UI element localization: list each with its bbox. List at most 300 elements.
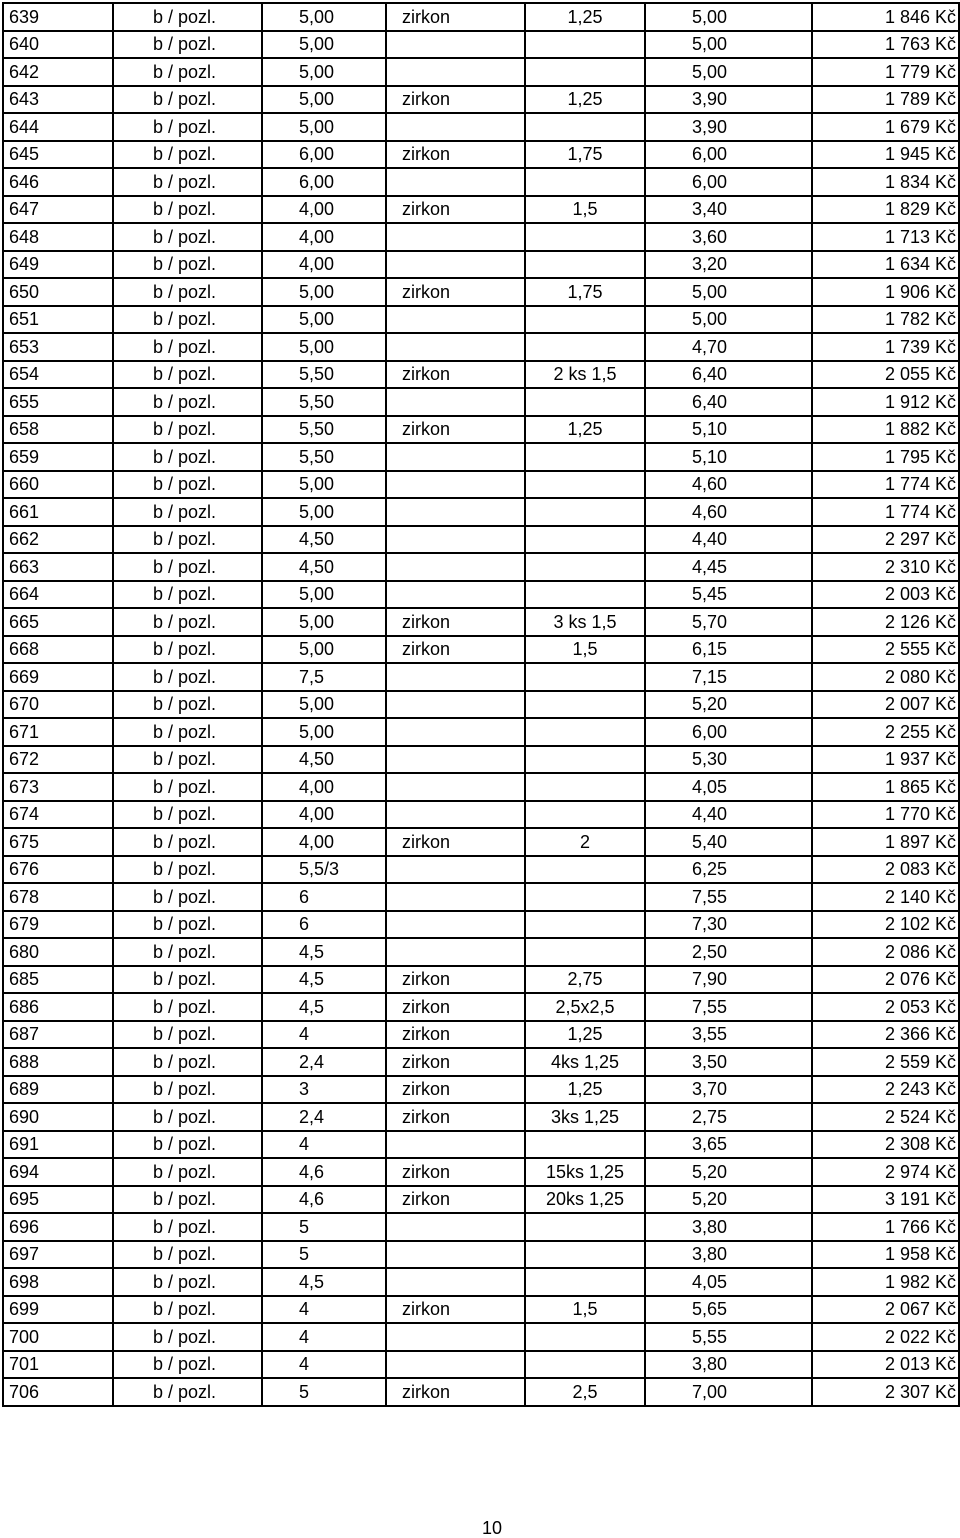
stone-cell	[386, 333, 525, 361]
width-cell: 5,00	[262, 498, 386, 526]
table-row	[3, 1048, 959, 1076]
table-row	[3, 966, 959, 994]
stone-size-cell	[525, 58, 645, 86]
item-number-cell: 671	[3, 718, 113, 746]
material-cell: b / pozl.	[113, 718, 262, 746]
ring-size-cell: 5,20	[645, 691, 812, 719]
ring-size-cell: 5,00	[645, 306, 812, 334]
stone-size-cell	[525, 333, 645, 361]
item-number-cell: 698	[3, 1268, 113, 1296]
stone-cell: zirkon	[386, 361, 525, 389]
table-row	[3, 58, 959, 86]
material-cell: b / pozl.	[113, 333, 262, 361]
stone-size-cell	[525, 911, 645, 939]
price-cell: 1 739 Kč	[812, 333, 959, 361]
stone-size-cell	[525, 388, 645, 416]
table-row	[3, 141, 959, 169]
width-cell: 6	[262, 911, 386, 939]
table-row	[3, 993, 959, 1021]
width-cell: 5,50	[262, 443, 386, 471]
table-row	[3, 1103, 959, 1131]
width-cell: 5,00	[262, 278, 386, 306]
stone-size-cell: 1,25	[525, 1021, 645, 1049]
item-number-cell: 659	[3, 443, 113, 471]
material-cell: b / pozl.	[113, 1296, 262, 1324]
width-cell: 5,00	[262, 31, 386, 59]
stone-cell	[386, 1241, 525, 1269]
width-cell: 5,5/3	[262, 856, 386, 884]
price-cell: 2 086 Kč	[812, 938, 959, 966]
material-cell: b / pozl.	[113, 251, 262, 279]
stone-size-cell	[525, 773, 645, 801]
ring-size-cell: 5,00	[645, 3, 812, 31]
stone-cell	[386, 911, 525, 939]
price-cell: 2 013 Kč	[812, 1351, 959, 1379]
table-row	[3, 416, 959, 444]
stone-cell: zirkon	[386, 416, 525, 444]
ring-size-cell: 4,70	[645, 333, 812, 361]
item-number-cell: 680	[3, 938, 113, 966]
stone-size-cell	[525, 883, 645, 911]
ring-size-cell: 5,30	[645, 746, 812, 774]
width-cell: 4,00	[262, 828, 386, 856]
stone-size-cell	[525, 1268, 645, 1296]
price-cell: 2 126 Kč	[812, 608, 959, 636]
item-number-cell: 678	[3, 883, 113, 911]
width-cell: 5,50	[262, 416, 386, 444]
stone-size-cell	[525, 306, 645, 334]
item-number-cell: 676	[3, 856, 113, 884]
stone-cell: zirkon	[386, 1378, 525, 1406]
stone-cell	[386, 471, 525, 499]
stone-cell	[386, 691, 525, 719]
price-cell: 2 053 Kč	[812, 993, 959, 1021]
item-number-cell: 653	[3, 333, 113, 361]
stone-cell	[386, 883, 525, 911]
stone-cell	[386, 663, 525, 691]
material-cell: b / pozl.	[113, 196, 262, 224]
stone-cell: zirkon	[386, 196, 525, 224]
table-row	[3, 801, 959, 829]
table-row	[3, 581, 959, 609]
price-cell: 1 958 Kč	[812, 1241, 959, 1269]
stone-size-cell	[525, 1131, 645, 1159]
ring-size-cell: 3,90	[645, 86, 812, 114]
item-number-cell: 694	[3, 1158, 113, 1186]
stone-cell	[386, 801, 525, 829]
stone-size-cell	[525, 1351, 645, 1379]
item-number-cell: 658	[3, 416, 113, 444]
width-cell: 4,5	[262, 993, 386, 1021]
ring-size-cell: 6,40	[645, 388, 812, 416]
stone-size-cell: 2,5x2,5	[525, 993, 645, 1021]
item-number-cell: 660	[3, 471, 113, 499]
material-cell: b / pozl.	[113, 471, 262, 499]
table-row	[3, 168, 959, 196]
width-cell: 5,00	[262, 113, 386, 141]
ring-size-cell: 5,10	[645, 416, 812, 444]
width-cell: 5,00	[262, 581, 386, 609]
ring-size-cell: 4,05	[645, 773, 812, 801]
material-cell: b / pozl.	[113, 1241, 262, 1269]
stone-size-cell	[525, 223, 645, 251]
material-cell: b / pozl.	[113, 911, 262, 939]
stone-cell	[386, 773, 525, 801]
item-number-cell: 686	[3, 993, 113, 1021]
width-cell: 5	[262, 1378, 386, 1406]
width-cell: 5,00	[262, 333, 386, 361]
table-row	[3, 1296, 959, 1324]
width-cell: 6,00	[262, 168, 386, 196]
width-cell: 4,5	[262, 966, 386, 994]
item-number-cell: 650	[3, 278, 113, 306]
stone-size-cell	[525, 1323, 645, 1351]
item-number-cell: 647	[3, 196, 113, 224]
price-cell: 2 555 Kč	[812, 636, 959, 664]
table-row	[3, 691, 959, 719]
ring-size-cell: 7,90	[645, 966, 812, 994]
width-cell: 5,00	[262, 471, 386, 499]
price-cell: 2 055 Kč	[812, 361, 959, 389]
width-cell: 5,00	[262, 306, 386, 334]
material-cell: b / pozl.	[113, 663, 262, 691]
width-cell: 4,50	[262, 553, 386, 581]
width-cell: 5,00	[262, 691, 386, 719]
ring-size-cell: 6,00	[645, 168, 812, 196]
stone-size-cell: 2 ks 1,5	[525, 361, 645, 389]
material-cell: b / pozl.	[113, 1021, 262, 1049]
stone-cell: zirkon	[386, 1296, 525, 1324]
item-number-cell: 690	[3, 1103, 113, 1131]
stone-size-cell	[525, 251, 645, 279]
item-number-cell: 691	[3, 1131, 113, 1159]
width-cell: 4,50	[262, 746, 386, 774]
price-cell: 2 307 Kč	[812, 1378, 959, 1406]
table-row	[3, 471, 959, 499]
price-cell: 1 782 Kč	[812, 306, 959, 334]
stone-size-cell	[525, 113, 645, 141]
stone-cell: zirkon	[386, 141, 525, 169]
stone-size-cell	[525, 691, 645, 719]
material-cell: b / pozl.	[113, 113, 262, 141]
price-cell: 1 779 Kč	[812, 58, 959, 86]
stone-cell	[386, 31, 525, 59]
stone-cell: zirkon	[386, 828, 525, 856]
width-cell: 5,50	[262, 361, 386, 389]
material-cell: b / pozl.	[113, 498, 262, 526]
table-row	[3, 1076, 959, 1104]
table-row	[3, 526, 959, 554]
material-cell: b / pozl.	[113, 636, 262, 664]
page-number: 10	[481, 1518, 503, 1538]
ring-size-cell: 7,00	[645, 1378, 812, 1406]
table-row	[3, 883, 959, 911]
price-cell: 1 634 Kč	[812, 251, 959, 279]
stone-size-cell	[525, 1241, 645, 1269]
material-cell: b / pozl.	[113, 1131, 262, 1159]
price-cell: 1 789 Kč	[812, 86, 959, 114]
stone-size-cell	[525, 938, 645, 966]
item-number-cell: 639	[3, 3, 113, 31]
material-cell: b / pozl.	[113, 581, 262, 609]
table-row	[3, 1241, 959, 1269]
table-row	[3, 196, 959, 224]
price-cell: 1 834 Kč	[812, 168, 959, 196]
price-cell: 1 912 Kč	[812, 388, 959, 416]
price-cell: 2 559 Kč	[812, 1048, 959, 1076]
stone-size-cell: 1,5	[525, 1296, 645, 1324]
price-cell: 1 906 Kč	[812, 278, 959, 306]
stone-cell	[386, 168, 525, 196]
width-cell: 5,50	[262, 388, 386, 416]
width-cell: 5	[262, 1213, 386, 1241]
stone-size-cell: 2	[525, 828, 645, 856]
ring-size-cell: 5,40	[645, 828, 812, 856]
ring-size-cell: 3,50	[645, 1048, 812, 1076]
width-cell: 4,6	[262, 1186, 386, 1214]
stone-cell	[386, 498, 525, 526]
stone-size-cell	[525, 526, 645, 554]
stone-cell	[386, 388, 525, 416]
price-cell: 2 076 Kč	[812, 966, 959, 994]
price-cell: 1 945 Kč	[812, 141, 959, 169]
stone-cell: zirkon	[386, 636, 525, 664]
width-cell: 2,4	[262, 1048, 386, 1076]
stone-cell	[386, 223, 525, 251]
material-cell: b / pozl.	[113, 526, 262, 554]
stone-size-cell: 1,5	[525, 196, 645, 224]
material-cell: b / pozl.	[113, 1323, 262, 1351]
item-number-cell: 701	[3, 1351, 113, 1379]
ring-size-cell: 3,80	[645, 1351, 812, 1379]
width-cell: 4,5	[262, 938, 386, 966]
material-cell: b / pozl.	[113, 828, 262, 856]
stone-cell: zirkon	[386, 3, 525, 31]
width-cell: 4	[262, 1021, 386, 1049]
price-cell: 1 679 Kč	[812, 113, 959, 141]
stone-size-cell: 1,75	[525, 141, 645, 169]
table-row	[3, 1378, 959, 1406]
item-number-cell: 663	[3, 553, 113, 581]
ring-size-cell: 4,45	[645, 553, 812, 581]
stone-cell	[386, 718, 525, 746]
price-cell: 2 310 Kč	[812, 553, 959, 581]
ring-size-cell: 7,55	[645, 993, 812, 1021]
stone-size-cell: 3 ks 1,5	[525, 608, 645, 636]
price-cell: 2 083 Kč	[812, 856, 959, 884]
table-row	[3, 663, 959, 691]
ring-size-cell: 5,00	[645, 31, 812, 59]
ring-size-cell: 6,00	[645, 718, 812, 746]
width-cell: 5,00	[262, 86, 386, 114]
ring-size-cell: 5,20	[645, 1186, 812, 1214]
table-row	[3, 361, 959, 389]
stone-size-cell: 15ks 1,25	[525, 1158, 645, 1186]
width-cell: 4	[262, 1131, 386, 1159]
material-cell: b / pozl.	[113, 223, 262, 251]
item-number-cell: 673	[3, 773, 113, 801]
width-cell: 4,00	[262, 801, 386, 829]
price-cell: 2 102 Kč	[812, 911, 959, 939]
width-cell: 4,00	[262, 196, 386, 224]
width-cell: 5,00	[262, 636, 386, 664]
stone-cell	[386, 306, 525, 334]
item-number-cell: 655	[3, 388, 113, 416]
width-cell: 5,00	[262, 3, 386, 31]
item-number-cell: 688	[3, 1048, 113, 1076]
table-row	[3, 856, 959, 884]
ring-size-cell: 4,60	[645, 498, 812, 526]
width-cell: 5	[262, 1241, 386, 1269]
item-number-cell: 644	[3, 113, 113, 141]
stone-cell	[386, 443, 525, 471]
item-number-cell: 674	[3, 801, 113, 829]
item-number-cell: 664	[3, 581, 113, 609]
stone-cell: zirkon	[386, 993, 525, 1021]
price-cell: 1 774 Kč	[812, 498, 959, 526]
table-row	[3, 1186, 959, 1214]
item-number-cell: 700	[3, 1323, 113, 1351]
item-number-cell: 679	[3, 911, 113, 939]
ring-size-cell: 2,50	[645, 938, 812, 966]
ring-size-cell: 6,25	[645, 856, 812, 884]
width-cell: 4,5	[262, 1268, 386, 1296]
width-cell: 6	[262, 883, 386, 911]
stone-size-cell	[525, 443, 645, 471]
item-number-cell: 687	[3, 1021, 113, 1049]
ring-size-cell: 6,00	[645, 141, 812, 169]
material-cell: b / pozl.	[113, 553, 262, 581]
price-cell: 2 974 Kč	[812, 1158, 959, 1186]
table-row	[3, 828, 959, 856]
stone-size-cell	[525, 801, 645, 829]
item-number-cell: 648	[3, 223, 113, 251]
table-row	[3, 113, 959, 141]
material-cell: b / pozl.	[113, 773, 262, 801]
table-row	[3, 3, 959, 31]
price-cell: 2 524 Kč	[812, 1103, 959, 1131]
stone-cell: zirkon	[386, 86, 525, 114]
price-cell: 1 937 Kč	[812, 746, 959, 774]
stone-size-cell: 3ks 1,25	[525, 1103, 645, 1131]
material-cell: b / pozl.	[113, 361, 262, 389]
material-cell: b / pozl.	[113, 1213, 262, 1241]
material-cell: b / pozl.	[113, 856, 262, 884]
stone-cell	[386, 526, 525, 554]
stone-cell	[386, 113, 525, 141]
ring-size-cell: 7,15	[645, 663, 812, 691]
material-cell: b / pozl.	[113, 306, 262, 334]
table-row	[3, 1021, 959, 1049]
width-cell: 5,00	[262, 58, 386, 86]
stone-size-cell	[525, 663, 645, 691]
stone-size-cell: 2,75	[525, 966, 645, 994]
price-cell: 2 022 Kč	[812, 1323, 959, 1351]
table-row	[3, 1158, 959, 1186]
ring-size-cell: 7,30	[645, 911, 812, 939]
ring-size-cell: 5,55	[645, 1323, 812, 1351]
item-number-cell: 706	[3, 1378, 113, 1406]
price-cell: 1 897 Kč	[812, 828, 959, 856]
ring-size-cell: 7,55	[645, 883, 812, 911]
price-cell: 3 191 Kč	[812, 1186, 959, 1214]
material-cell: b / pozl.	[113, 1378, 262, 1406]
material-cell: b / pozl.	[113, 86, 262, 114]
stone-cell	[386, 1268, 525, 1296]
stone-cell: zirkon	[386, 1048, 525, 1076]
stone-cell: zirkon	[386, 608, 525, 636]
width-cell: 4	[262, 1296, 386, 1324]
width-cell: 4,00	[262, 223, 386, 251]
price-cell: 2 080 Kč	[812, 663, 959, 691]
ring-size-cell: 3,70	[645, 1076, 812, 1104]
ring-size-cell: 5,00	[645, 278, 812, 306]
width-cell: 3	[262, 1076, 386, 1104]
item-number-cell: 651	[3, 306, 113, 334]
item-number-cell: 695	[3, 1186, 113, 1214]
price-cell: 2 007 Kč	[812, 691, 959, 719]
price-cell: 1 774 Kč	[812, 471, 959, 499]
width-cell: 4,6	[262, 1158, 386, 1186]
material-cell: b / pozl.	[113, 1158, 262, 1186]
material-cell: b / pozl.	[113, 58, 262, 86]
stone-cell	[386, 553, 525, 581]
stone-size-cell	[525, 856, 645, 884]
table-row	[3, 911, 959, 939]
table-row	[3, 608, 959, 636]
stone-size-cell	[525, 553, 645, 581]
material-cell: b / pozl.	[113, 691, 262, 719]
ring-size-cell: 5,70	[645, 608, 812, 636]
table-row	[3, 333, 959, 361]
ring-size-cell: 2,75	[645, 1103, 812, 1131]
item-number-cell: 662	[3, 526, 113, 554]
width-cell: 6,00	[262, 141, 386, 169]
ring-size-cell: 5,00	[645, 58, 812, 86]
item-number-cell: 672	[3, 746, 113, 774]
table-row	[3, 1131, 959, 1159]
price-cell: 2 067 Kč	[812, 1296, 959, 1324]
width-cell: 4,00	[262, 773, 386, 801]
stone-cell: zirkon	[386, 1076, 525, 1104]
stone-cell: zirkon	[386, 1186, 525, 1214]
item-number-cell: 649	[3, 251, 113, 279]
price-cell: 2 297 Kč	[812, 526, 959, 554]
material-cell: b / pozl.	[113, 1076, 262, 1104]
price-cell: 1 865 Kč	[812, 773, 959, 801]
price-cell: 1 766 Kč	[812, 1213, 959, 1241]
material-cell: b / pozl.	[113, 168, 262, 196]
table-row	[3, 1351, 959, 1379]
stone-cell	[386, 58, 525, 86]
table-row	[3, 718, 959, 746]
ring-size-cell: 5,45	[645, 581, 812, 609]
table-row	[3, 553, 959, 581]
price-table	[2, 2, 960, 1407]
price-cell: 2 003 Kč	[812, 581, 959, 609]
ring-size-cell: 6,40	[645, 361, 812, 389]
ring-size-cell: 6,15	[645, 636, 812, 664]
price-cell: 1 770 Kč	[812, 801, 959, 829]
stone-size-cell	[525, 471, 645, 499]
width-cell: 4	[262, 1323, 386, 1351]
material-cell: b / pozl.	[113, 746, 262, 774]
ring-size-cell: 5,20	[645, 1158, 812, 1186]
item-number-cell: 661	[3, 498, 113, 526]
item-number-cell: 699	[3, 1296, 113, 1324]
table-row	[3, 938, 959, 966]
material-cell: b / pozl.	[113, 3, 262, 31]
